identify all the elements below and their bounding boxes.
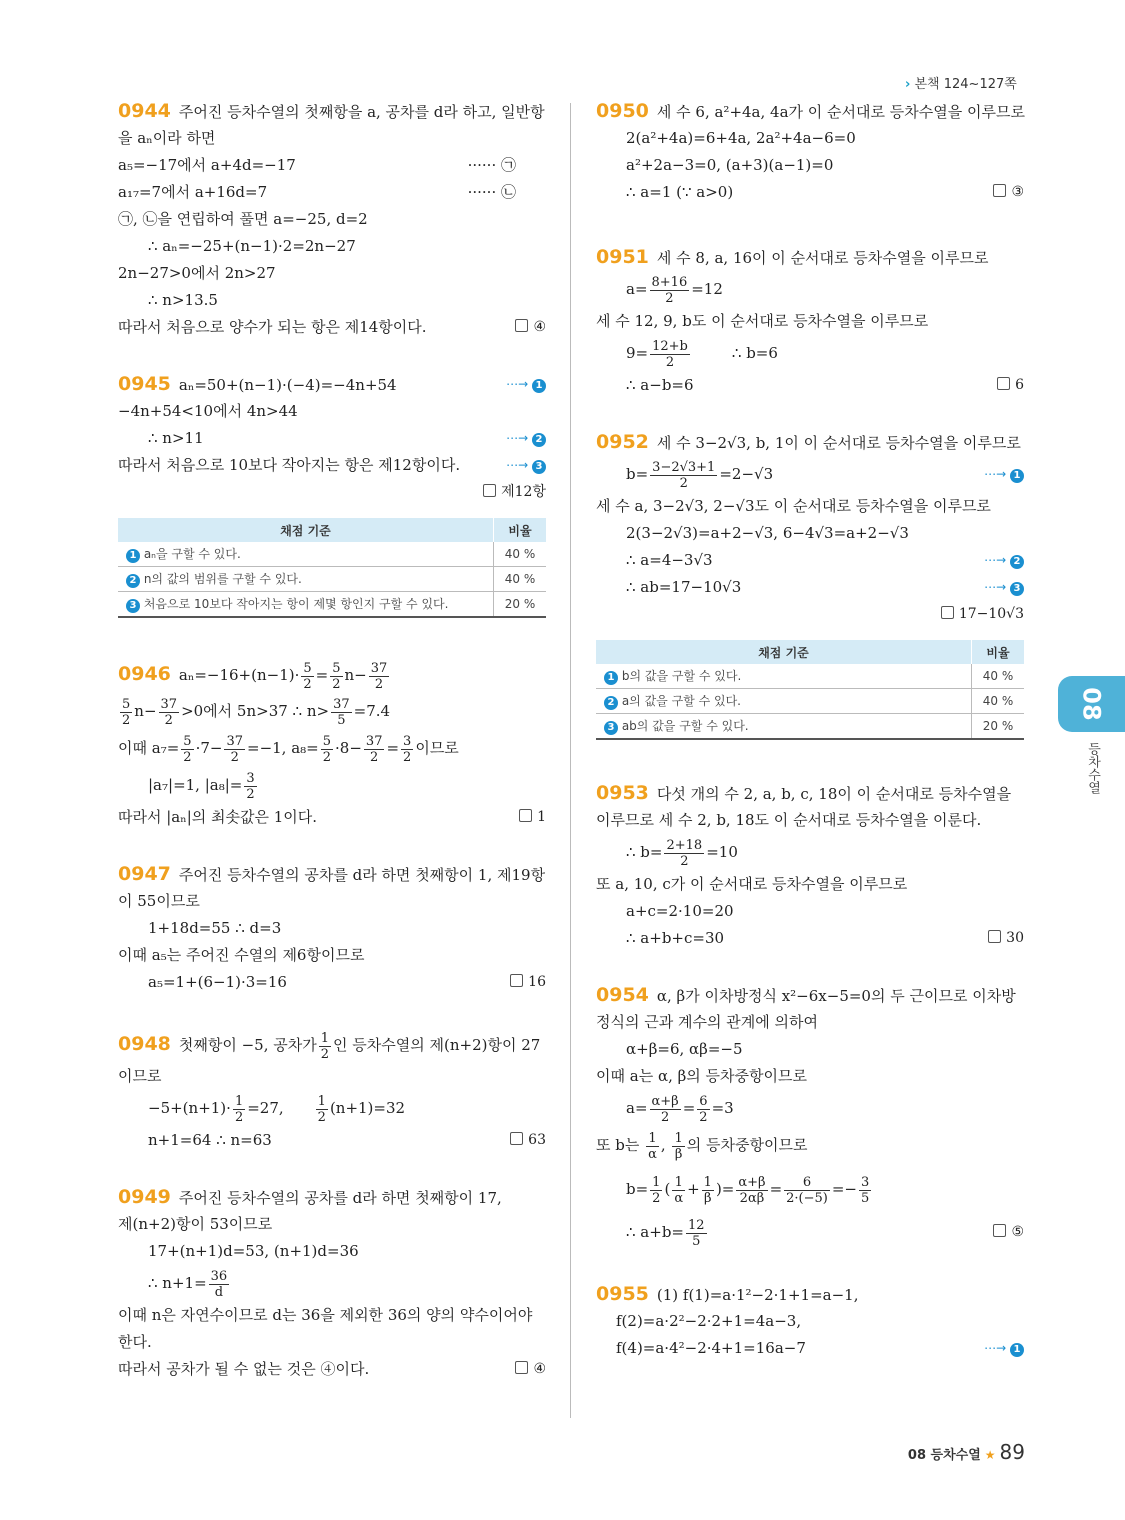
solution-line: −4n+54<10에서 4n>44 <box>118 402 298 420</box>
math-text: 인 등차수열의 제(n+2)항이 27 <box>333 1036 541 1054</box>
numerator: 6 <box>699 1093 708 1109</box>
chapter-tab <box>1058 676 1125 732</box>
denominator: β <box>704 1190 712 1206</box>
math-text: = <box>386 739 400 757</box>
denominator: 2 <box>122 712 131 728</box>
math-text: 이므로 <box>415 739 459 757</box>
answer-value: ④ <box>533 1361 546 1377</box>
table-header: 채점 기준 <box>596 640 972 664</box>
denominator: 2 <box>665 354 675 370</box>
chapter-title: 등차수열 <box>1085 742 1100 794</box>
answer <box>510 1127 546 1154</box>
denominator: 2 <box>652 1190 661 1206</box>
denominator: 2 <box>374 676 384 692</box>
star-icon: ★ <box>984 1448 996 1462</box>
numerator: 12+b <box>652 338 688 354</box>
column-divider <box>570 103 571 1418</box>
solution-line: 세 수 8, a, 16이 이 순서대로 등차수열을 이루므로 <box>656 249 989 267</box>
step-number: 3 <box>1010 582 1024 596</box>
math-text: =− <box>831 1180 857 1198</box>
math-text: + <box>687 1180 700 1198</box>
step-number: 1 <box>532 379 546 393</box>
problem-0944 <box>118 98 546 341</box>
solution-line: a₅=−17에서 a+4d=−17 <box>118 156 296 174</box>
arrow-icon: › <box>905 77 911 92</box>
denominator: 2 <box>403 749 412 765</box>
answer <box>515 1356 546 1383</box>
answer <box>510 969 546 996</box>
denominator: 2αβ <box>739 1190 765 1206</box>
solution-line: 주어진 등차수열의 첫째항을 a, 공차를 d라 하고, 일반항 <box>178 103 545 121</box>
numerator: 12 <box>688 1217 705 1233</box>
solution-line: a²+2a−3=0, (a+3)(a−1)=0 <box>626 156 834 174</box>
table-header: 비율 <box>972 640 1025 664</box>
answer-value: 제12항 <box>501 484 546 500</box>
numerator: α+β <box>738 1174 766 1190</box>
step-number: 2 <box>126 574 140 588</box>
math-text: n− <box>134 702 157 720</box>
table-row <box>596 664 1024 689</box>
answer <box>993 1214 1024 1251</box>
step-number: 1 <box>126 549 140 563</box>
solution-line: 따라서 처음으로 10보다 작아지는 항은 제12항이다. <box>118 456 461 474</box>
denominator: 2 <box>234 1109 244 1125</box>
numerator: 5 <box>322 733 332 749</box>
denominator: 5 <box>337 712 346 728</box>
answer-icon <box>941 606 954 619</box>
table-cell: 20 % <box>494 592 547 618</box>
answer-value: 16 <box>528 974 546 990</box>
page-footer <box>908 1440 1025 1464</box>
denominator: 2 <box>230 749 239 765</box>
math-text: ·7− <box>195 739 223 757</box>
denominator: 2 <box>665 290 674 306</box>
math-text: ( <box>664 1180 671 1198</box>
answer <box>519 804 546 831</box>
math-text: 또 b는 <box>596 1136 640 1154</box>
math-text: , <box>660 1136 666 1154</box>
problem-0951 <box>596 244 1024 399</box>
table-row <box>118 542 546 567</box>
table-cell: n의 값의 범위를 구할 수 있다. <box>143 572 302 586</box>
table-cell: ab의 값을 구할 수 있다. <box>621 719 749 733</box>
denominator: 2 <box>660 1109 670 1125</box>
footer-chapter: 08 등차수열 <box>907 1448 981 1463</box>
solution-line: n+1=64 ∴ n=63 <box>148 1131 272 1149</box>
problem-0945 <box>118 371 546 618</box>
answer-icon <box>510 1132 523 1145</box>
table-cell: 40 % <box>494 542 547 567</box>
answer-icon <box>483 484 496 497</box>
solution-line: 다섯 개의 수 2, a, b, c, 18이 이 순서대로 등차수열을 <box>656 785 1012 803</box>
problem-number: 0954 <box>596 984 649 1006</box>
math-text: 의 등차중항이므로 <box>686 1136 808 1154</box>
step-marker: ⋯→ 1 <box>506 371 546 398</box>
table-row <box>596 714 1024 740</box>
solution-line: a₅=1+(6−1)·3=16 <box>148 973 287 991</box>
numerator: 2+18 <box>666 837 703 853</box>
table-cell: 40 % <box>972 689 1025 714</box>
math-text: (n+1)=32 <box>329 1099 406 1117</box>
table-header: 채점 기준 <box>118 518 494 542</box>
step-number: 3 <box>126 599 140 613</box>
solution-line: 이므로 <box>118 1067 162 1085</box>
solution-line: 따라서 |aₙ|의 최솟값은 1이다. <box>118 808 318 826</box>
step-marker: ⋯→ 3 <box>984 574 1024 601</box>
numerator: 1 <box>652 1174 661 1190</box>
solution-line: 이때 n은 자연수이므로 d는 36을 제외한 36의 양의 약수이어야 <box>118 1306 533 1324</box>
step-marker: ⋯→ 1 <box>984 456 1024 493</box>
numerator: 5 <box>122 696 131 712</box>
table-row <box>118 567 546 592</box>
answer <box>515 314 546 341</box>
problem-number: 0949 <box>118 1186 171 1208</box>
solution-line: ∴ a=4−3√3 <box>626 551 713 569</box>
denominator: β <box>674 1146 683 1162</box>
problem-number: 0951 <box>596 246 649 268</box>
solution-line: 2n−27>0에서 2n>27 <box>118 264 276 282</box>
denominator: 2 <box>164 712 173 728</box>
answer-icon <box>988 930 1001 943</box>
step-number: 1 <box>1010 1343 1024 1357</box>
solution-line: 세 수 6, a²+4a, 4a가 이 순서대로 등차수열을 이루므로 <box>656 103 1025 121</box>
problem-number: 0944 <box>118 100 171 122</box>
answer-icon <box>997 377 1010 390</box>
solution-line: a₁₇=7에서 a+16d=7 <box>118 183 268 201</box>
denominator: 2 <box>303 676 312 692</box>
math-text: ·8− <box>335 739 362 757</box>
step-marker: ⋯→ 3 <box>506 452 546 479</box>
problem-0947 <box>118 861 546 996</box>
numerator: 3 <box>861 1174 870 1190</box>
table-row <box>596 689 1024 714</box>
math-text: = <box>682 1099 696 1117</box>
numerator: 1 <box>320 1030 330 1046</box>
math-text: = <box>315 666 329 684</box>
reference-text: 본책 124~127쪽 <box>914 77 1017 92</box>
solution-line: ∴ ab=17−10√3 <box>626 578 742 596</box>
numerator: 37 <box>333 696 350 712</box>
answer-value: 17−10√3 <box>958 606 1024 622</box>
problem-number: 0948 <box>118 1033 171 1055</box>
solution-line: a+c=2·10=20 <box>626 902 734 920</box>
solution-line: α+β=6, αβ=−5 <box>626 1040 743 1058</box>
math-text: =−1, a₈= <box>247 739 319 757</box>
denominator: 2·(−5) <box>786 1190 828 1206</box>
math-text: >0에서 5n>37 ∴ n> <box>181 702 330 720</box>
numerator: 37 <box>160 696 178 712</box>
solution-line: aₙ=50+(n−1)·(−4)=−4n+54 <box>178 376 397 394</box>
step-marker: ⋯→ 1 <box>984 1335 1024 1362</box>
problem-0946 <box>118 656 546 831</box>
solution-line: 1+18d=55 ∴ d=3 <box>148 919 282 937</box>
numerator: 5 <box>332 660 341 676</box>
numerator: 5 <box>303 660 312 676</box>
problem-0952 <box>596 429 1024 740</box>
numerator: 8+16 <box>651 274 688 290</box>
math-text: 이때 a₇= <box>118 739 180 757</box>
answer-value: 1 <box>537 809 546 825</box>
table-cell: aₙ을 구할 수 있다. <box>143 547 241 561</box>
solution-line: ㉠, ㉡을 연립하여 풀면 a=−25, d=2 <box>118 210 368 228</box>
math-text: 9= <box>626 344 649 362</box>
answer-value: 30 <box>1006 930 1024 946</box>
numerator: 1 <box>234 1093 244 1109</box>
solution-line: 이루므로 세 수 2, b, 18도 이 순서대로 등차수열을 이룬다. <box>596 811 982 829</box>
problem-0950 <box>596 98 1024 206</box>
solution-line: 17+(n+1)d=53, (n+1)d=36 <box>148 1242 359 1260</box>
numerator: 37 <box>365 733 383 749</box>
solution-line: 이 55이므로 <box>118 892 200 910</box>
numerator: 5 <box>183 733 192 749</box>
numerator: 1 <box>646 1131 659 1147</box>
problem-number: 0947 <box>118 863 171 885</box>
answer <box>483 479 546 506</box>
solution-line: ∴ aₙ=−25+(n−1)·2=2n−27 <box>148 237 356 255</box>
numerator: 1 <box>672 1175 685 1191</box>
math-text: a= <box>626 1099 648 1117</box>
equation-marker: ······ ㉡ <box>467 183 516 201</box>
step-number: 1 <box>1010 469 1024 483</box>
math-text: b= <box>626 465 649 483</box>
solution-line: 따라서 처음으로 양수가 되는 항은 제14항이다. <box>118 318 427 336</box>
denominator: 2 <box>332 676 341 692</box>
problem-number: 0945 <box>118 373 171 395</box>
answer <box>997 372 1024 399</box>
answer-icon <box>515 319 528 332</box>
answer-value: ⑤ <box>1011 1224 1024 1240</box>
problem-0948 <box>118 1026 546 1154</box>
denominator: α <box>674 1190 684 1206</box>
math-text: 첫째항이 −5, 공차가 <box>178 1036 317 1054</box>
left-column <box>118 98 546 1383</box>
solution-line: 한다. <box>118 1333 152 1351</box>
denominator: 2 <box>317 1109 326 1125</box>
answer-icon <box>510 974 523 987</box>
math-text: a= <box>626 280 648 298</box>
math-text: b= <box>626 1180 649 1198</box>
equation-marker: ······ ㉠ <box>467 156 516 174</box>
table-cell: 40 % <box>972 664 1025 689</box>
solution-line: 이때 a는 α, β의 등차중항이므로 <box>596 1067 807 1085</box>
problem-0949 <box>118 1184 546 1383</box>
step-number: 1 <box>604 671 618 685</box>
denominator: 5 <box>861 1190 870 1206</box>
table-cell: 40 % <box>494 567 547 592</box>
step-number: 3 <box>604 721 618 735</box>
numerator: 37 <box>370 660 388 676</box>
math-text: =12 <box>691 280 723 298</box>
numerator: 37 <box>226 733 243 749</box>
textbook-reference <box>905 73 1017 92</box>
page-number: 89 <box>999 1440 1025 1464</box>
solution-line: 2(3−2√3)=a+2−√3, 6−4√3=a+2−√3 <box>626 524 909 542</box>
problem-number: 0952 <box>596 431 649 453</box>
step-number: 2 <box>532 433 546 447</box>
math-text: −5+(n+1)· <box>148 1099 231 1117</box>
solution-line: 세 수 12, 9, b도 이 순서대로 등차수열을 이루므로 <box>596 312 929 330</box>
solution-line: 이때 a₅는 주어진 수열의 제6항이므로 <box>118 946 365 964</box>
answer <box>941 601 1024 628</box>
math-text: =2−√3 <box>719 465 774 483</box>
answer-value: ③ <box>1011 184 1024 200</box>
right-column <box>596 98 1024 1362</box>
problem-0955 <box>596 1281 1024 1362</box>
solution-line: 세 수 a, 3−2√3, 2−√3도 이 순서대로 등차수열을 이루므로 <box>596 497 991 515</box>
denominator: 2 <box>320 1046 330 1062</box>
solution-line: 을 aₙ이라 하면 <box>118 129 216 147</box>
table-cell: 처음으로 10보다 작아지는 항이 제몇 항인지 구할 수 있다. <box>143 597 449 611</box>
problem-number: 0946 <box>118 663 171 685</box>
solution-line: 또 a, 10, c가 이 순서대로 등차수열을 이루므로 <box>596 875 908 893</box>
answer <box>993 179 1024 206</box>
denominator: 2 <box>680 853 689 869</box>
problem-number: 0953 <box>596 782 649 804</box>
solution-line: ∴ n>11 <box>148 429 204 447</box>
step-marker: ⋯→ 2 <box>984 547 1024 574</box>
solution-line: 정식의 근과 계수의 관계에 의하여 <box>596 1013 818 1031</box>
solution-line: α, β가 이차방정식 x²−6x−5=0의 두 근이므로 이차방 <box>656 987 1016 1005</box>
grading-table <box>118 518 546 618</box>
answer-icon <box>993 184 1006 197</box>
math-text: ∴ a+b= <box>626 1223 684 1241</box>
numerator: 6 <box>784 1175 830 1191</box>
grading-table <box>596 640 1024 740</box>
table-header: 비율 <box>494 518 547 542</box>
numerator: 3−2√3+1 <box>652 459 716 475</box>
math-text: n− <box>344 666 367 684</box>
denominator: 2 <box>679 475 688 491</box>
solution-line: ∴ a=1 (∵ a>0) <box>626 183 734 201</box>
math-text: =27, <box>247 1099 284 1117</box>
answer-value: 63 <box>528 1132 546 1148</box>
math-text: )= <box>715 1180 735 1198</box>
math-text: =7.4 <box>353 702 391 720</box>
math-text: ∴ b=6 <box>731 344 778 362</box>
math-text: = <box>769 1180 783 1198</box>
answer-icon <box>993 1224 1006 1237</box>
table-cell: a의 값을 구할 수 있다. <box>621 694 741 708</box>
math-text: ∴ b= <box>626 843 663 861</box>
solution-line: 2(a²+4a)=6+4a, 2a²+4a−6=0 <box>626 129 856 147</box>
numerator: 1 <box>703 1174 712 1190</box>
solution-line: ∴ a+b+c=30 <box>626 929 725 947</box>
answer-icon <box>519 809 532 822</box>
answer-value: ④ <box>533 319 546 335</box>
problem-0954 <box>596 982 1024 1251</box>
step-number: 2 <box>604 696 618 710</box>
table-cell: 20 % <box>972 714 1025 740</box>
numerator: 36 <box>210 1268 228 1284</box>
numerator: 3 <box>403 733 412 749</box>
step-marker: ⋯→ 2 <box>506 425 546 452</box>
solution-line: ∴ a−b=6 <box>626 376 694 394</box>
math-text: |a₇|=1, |a₈|= <box>148 776 243 794</box>
solution-line: 세 수 3−2√3, b, 1이 이 순서대로 등차수열을 이루므로 <box>656 434 1021 452</box>
solution-line: 따라서 공차가 될 수 없는 것은 ④이다. <box>118 1360 370 1378</box>
solution-line: 제(n+2)항이 53이므로 <box>118 1215 273 1233</box>
math-text: =3 <box>711 1099 734 1117</box>
solution-line: 주어진 등차수열의 공차를 d라 하면 첫째항이 17, <box>178 1189 502 1207</box>
solution-line: 주어진 등차수열의 공차를 d라 하면 첫째항이 1, 제19항 <box>178 866 546 884</box>
math-text: ∴ n+1= <box>148 1274 207 1292</box>
solution-line: f(2)=a·2²−2·2+1=4a−3, <box>616 1312 802 1330</box>
math-text: =10 <box>706 843 738 861</box>
numerator: α+β <box>651 1093 679 1109</box>
denominator: 2 <box>699 1109 708 1125</box>
table-cell: b의 값을 구할 수 있다. <box>621 669 742 683</box>
denominator: 5 <box>692 1233 701 1249</box>
math-text: aₙ=−16+(n−1)· <box>178 666 300 684</box>
denominator: 2 <box>370 749 379 765</box>
step-number: 3 <box>532 460 546 474</box>
answer <box>988 925 1024 952</box>
numerator: 1 <box>317 1093 326 1109</box>
denominator: 2 <box>183 749 192 765</box>
problem-number: 0955 <box>596 1283 649 1305</box>
problem-number: 0950 <box>596 100 649 122</box>
denominator: α <box>648 1146 657 1162</box>
chapter-number: 08 <box>1077 687 1106 721</box>
numerator: 3 <box>246 770 255 786</box>
numerator: 1 <box>674 1130 683 1146</box>
solution-line: f(4)=a·4²−2·4+1=16a−7 <box>616 1339 806 1357</box>
answer-icon <box>515 1361 528 1374</box>
denominator: d <box>214 1284 224 1300</box>
denominator: 2 <box>322 749 332 765</box>
table-row <box>118 592 546 618</box>
denominator: 2 <box>246 786 255 802</box>
problem-0953 <box>596 780 1024 952</box>
solution-line: (1) f(1)=a·1²−2·1+1=a−1, <box>656 1286 859 1304</box>
step-number: 2 <box>1010 555 1024 569</box>
answer-value: 6 <box>1015 377 1024 393</box>
solution-line: ∴ n>13.5 <box>148 291 218 309</box>
